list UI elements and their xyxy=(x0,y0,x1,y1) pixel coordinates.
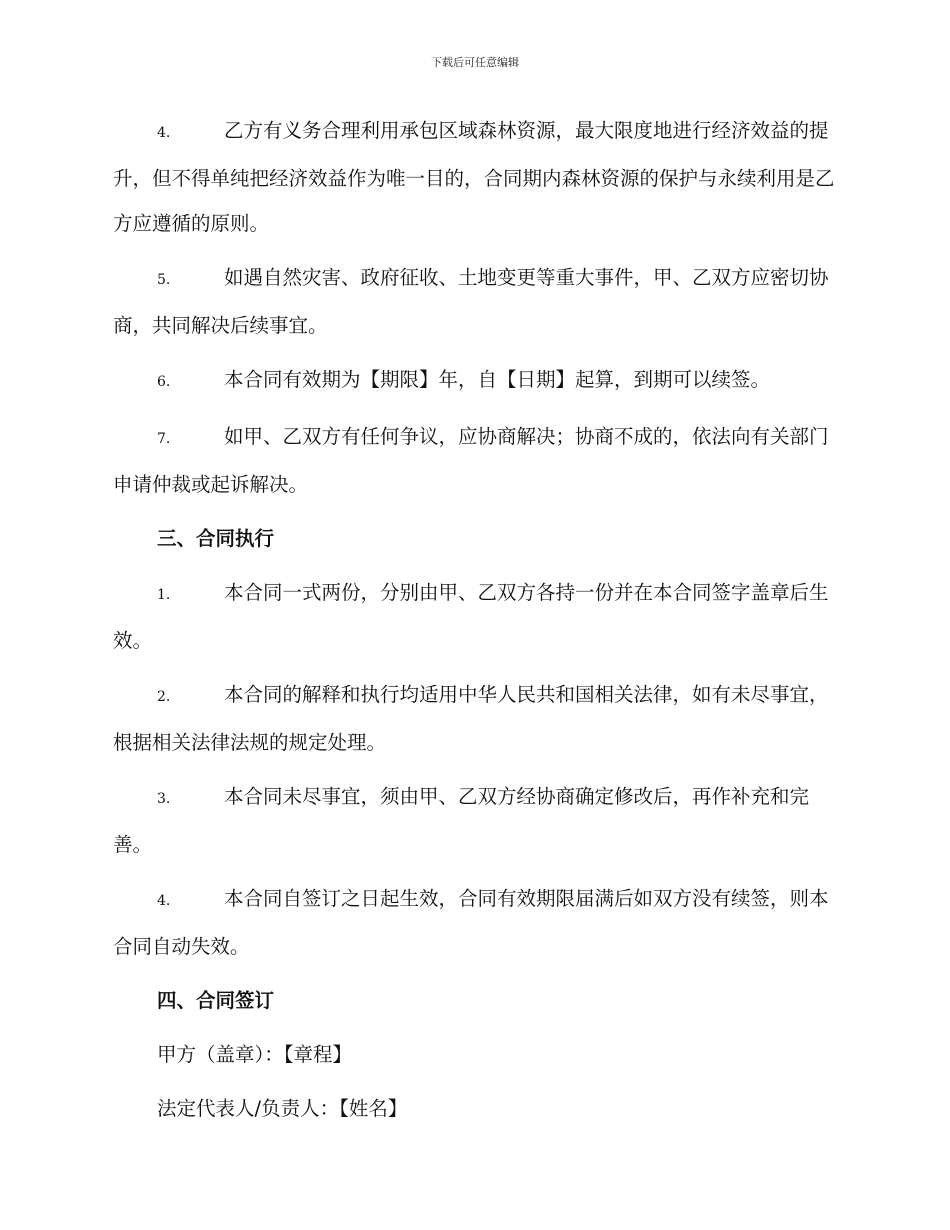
clause-number: 1. xyxy=(157,587,171,603)
clause-number: 5. xyxy=(157,272,171,288)
clause-5 xyxy=(113,255,837,348)
clause-text: 本合同未尽事宜，须由甲、乙双方经协商确定修改后，再作补充和完善。 xyxy=(113,785,810,856)
clause-text: 本合同自签订之日起生效，合同有效期限届满后如双方没有续签，则本合同自动失效。 xyxy=(113,887,829,958)
clause-number: 4. xyxy=(157,125,171,141)
execution-clause-3 xyxy=(113,774,837,867)
execution-clause-2 xyxy=(113,672,837,765)
clause-4 xyxy=(113,108,837,246)
clause-text: 本合同有效期为【期限】年，自【日期】起算，到期可以续签。 xyxy=(224,368,771,391)
clause-text: 乙方有义务合理利用承包区域森林资源，最大限度地进行经济效益的提升，但不得单纯把经济效益作为唯一目的，合同期内森林资源的保护与永续利用是乙方应遵循的原则。 xyxy=(113,119,835,235)
clause-number: 6. xyxy=(157,374,171,390)
clause-text: 本合同一式两份，分别由甲、乙双方各持一份并在本合同签字盖章后生效。 xyxy=(113,581,829,652)
clause-6 xyxy=(113,357,837,405)
page-header: 下载后可任意编辑 xyxy=(431,56,519,69)
legal-representative-line: 法定代表人/负责人：【姓名】 xyxy=(157,1097,408,1120)
clause-text: 如遇自然灾害、政府征收、土地变更等重大事件，甲、乙双方应密切协商，共同解决后续事宜。 xyxy=(113,266,829,337)
section-heading-contract-signing: 四、合同签订 xyxy=(157,989,275,1012)
execution-clause-1 xyxy=(113,570,837,663)
clause-number: 2. xyxy=(157,689,171,705)
document-body xyxy=(113,108,837,1140)
party-a-seal-line: 甲方（盖章）：【章程】 xyxy=(157,1043,353,1066)
clause-number: 7. xyxy=(157,431,171,447)
section-heading-contract-execution: 三、合同执行 xyxy=(157,527,275,550)
clause-number: 4. xyxy=(157,893,171,909)
clause-7 xyxy=(113,414,837,507)
clause-text: 如甲、乙双方有任何争议，应协商解决；协商不成的，依法向有关部门申请仲裁或起诉解决。 xyxy=(113,425,829,496)
clause-number: 3. xyxy=(157,791,171,807)
execution-clause-4 xyxy=(113,876,837,969)
clause-text: 本合同的解释和执行均适用中华人民共和国相关法律，如有未尽事宜，根据相关法律法规的规定处理。 xyxy=(113,683,829,754)
